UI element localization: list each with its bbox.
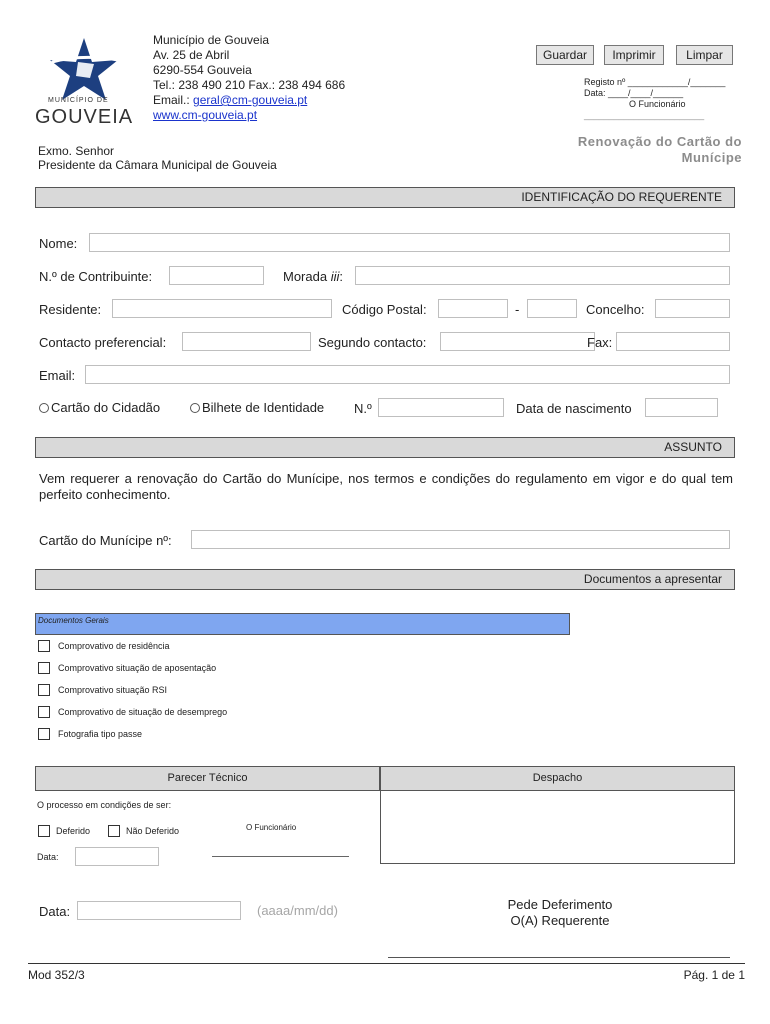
form-code: Mod 352/3 (28, 968, 85, 982)
bilhete-identidade-label: Bilhete de Identidade (202, 400, 325, 415)
cartao-cidadao-radio[interactable] (39, 400, 160, 415)
municipality-logo (32, 34, 142, 134)
concelho-label: Concelho: (586, 302, 645, 317)
clear-button[interactable]: Limpar (676, 45, 733, 65)
address-line: Av. 25 de Abril (153, 48, 230, 62)
addressee-line: Exmo. Senhor (38, 144, 115, 158)
deferido-checkbox[interactable] (38, 825, 50, 837)
numero-input[interactable] (378, 398, 504, 417)
address-block (153, 33, 345, 123)
segundo-contacto-input[interactable] (440, 332, 595, 351)
logo-municipio-text: MUNICÍPIO DE (48, 97, 109, 104)
data-nascimento-label: Data de nascimento (516, 401, 632, 416)
segundo-contacto-label: Segundo contacto: (318, 335, 427, 350)
pede-deferimento-text: Pede Deferimento (507, 897, 613, 912)
codigo-postal-label: Código Postal: (342, 302, 427, 317)
parecer-data-label: Data: (37, 852, 59, 862)
contribuinte-input[interactable] (169, 266, 264, 285)
cartao-municipe-label: Cartão do Munícipe nº: (39, 533, 172, 548)
pede-deferimento (480, 897, 640, 929)
fax-input[interactable] (616, 332, 730, 351)
nao-deferido-checkbox[interactable] (108, 825, 120, 837)
addressee-line: Presidente da Câmara Municipal de Gouveia (38, 158, 277, 172)
despacho-header: Despacho (380, 766, 735, 791)
section-documentos: Documentos a apresentar (35, 569, 735, 590)
parecer-data-input[interactable] (75, 847, 159, 866)
email-label: Email.: (153, 93, 194, 107)
footer-data-input[interactable] (77, 901, 241, 920)
print-button[interactable]: Imprimir (604, 45, 664, 65)
morada-input[interactable] (355, 266, 730, 285)
form-title-line: Munícipe (681, 150, 742, 165)
despacho-box[interactable] (380, 790, 735, 864)
registo-number: Registo nº ____________/_______ (584, 77, 726, 87)
section-assunto: ASSUNTO (35, 437, 735, 458)
assunto-text: Vem requerer a renovação do Cartão do Munícipe, nos termos e condições do regulamento em vigor e do qual tem perfeito conhecimento. (39, 471, 733, 502)
parecer-header: Parecer Técnico (35, 766, 380, 791)
cartao-cidadao-label: Cartão do Cidadão (51, 400, 161, 415)
document-label: Comprovativo situação de aposentação (58, 663, 217, 673)
document-label: Fotografia tipo passe (58, 729, 143, 739)
cartao-municipe-input[interactable] (191, 530, 730, 549)
bilhete-identidade-radio[interactable] (190, 400, 324, 415)
requerente-signature-line (388, 957, 730, 958)
address-line: 6290-554 Gouveia (153, 63, 252, 77)
documentos-gerais-bar: Documentos Gerais (35, 613, 570, 635)
contribuinte-label: N.º de Contribuinte: (39, 269, 153, 284)
codigo-postal-dash: - (515, 302, 520, 317)
addressee (38, 144, 277, 172)
contacto-preferencial-input[interactable] (182, 332, 311, 351)
document-checkbox[interactable] (38, 706, 50, 718)
morada-text: Morada (283, 269, 328, 284)
nome-input[interactable] (89, 233, 730, 252)
document-label: Comprovativo de residência (58, 641, 170, 651)
document-checkbox[interactable] (38, 728, 50, 740)
data-nascimento-input[interactable] (645, 398, 718, 417)
logo-gouveia-text: GOUVEIA (35, 106, 134, 128)
nao-deferido-label: Não Deferido (126, 826, 180, 836)
deferido-label: Deferido (56, 826, 91, 836)
document-label: Comprovativo de situação de desemprego (58, 707, 228, 717)
document-checkbox[interactable] (38, 684, 50, 696)
residente-label: Residente: (39, 302, 102, 317)
residente-input[interactable] (112, 299, 332, 318)
registo-signature: ________________________ (584, 110, 705, 120)
funcionario-signature-line (212, 856, 349, 857)
processo-label: O processo em condições de ser: (37, 800, 172, 810)
document-checkbox[interactable] (38, 640, 50, 652)
numero-label: N.º (354, 401, 372, 416)
star-logo-icon (32, 34, 142, 104)
morada-colon: : (339, 269, 343, 284)
morada-label (283, 269, 343, 284)
footer-data-label: Data: (39, 904, 71, 919)
concelho-input[interactable] (655, 299, 730, 318)
email-label: Email: (39, 368, 76, 383)
codigo-postal-suffix-input[interactable] (527, 299, 577, 318)
nome-label: Nome: (39, 236, 78, 251)
morada-suffix: iii (330, 269, 340, 284)
email-line (153, 93, 345, 108)
save-button[interactable]: Guardar (536, 45, 594, 65)
document-checkbox[interactable] (38, 662, 50, 674)
codigo-postal-input[interactable] (438, 299, 508, 318)
date-format-hint: (aaaa/mm/dd) (257, 903, 338, 918)
email-input[interactable] (85, 365, 730, 384)
requerente-text: O(A) Requerente (510, 913, 610, 928)
registo-funcionario: O Funcionário (629, 99, 686, 109)
radio-icon[interactable] (39, 403, 49, 413)
website-link[interactable]: www.cm-gouveia.pt (153, 108, 258, 122)
section-identificacao: IDENTIFICAÇÃO DO REQUERENTE (35, 187, 735, 208)
address-line: Município de Gouveia (153, 33, 270, 47)
registo-date: Data: ____/____/______ (584, 88, 684, 98)
page-number: Pág. 1 de 1 (683, 968, 745, 982)
fax-label: Fax: (587, 335, 613, 350)
footer-divider (28, 963, 745, 964)
form-title-line: Renovação do Cartão do (577, 134, 742, 149)
radio-icon[interactable] (190, 403, 200, 413)
address-line: Tel.: 238 490 210 Fax.: 238 494 686 (153, 78, 346, 92)
registo-box (584, 77, 725, 121)
email-link[interactable]: geral@cm-gouveia.pt (193, 93, 308, 107)
contacto-preferencial-label: Contacto preferencial: (39, 335, 167, 350)
funcionario-label: O Funcionário (246, 823, 297, 832)
document-label: Comprovativo situação RSI (58, 685, 168, 695)
form-title (578, 134, 742, 166)
